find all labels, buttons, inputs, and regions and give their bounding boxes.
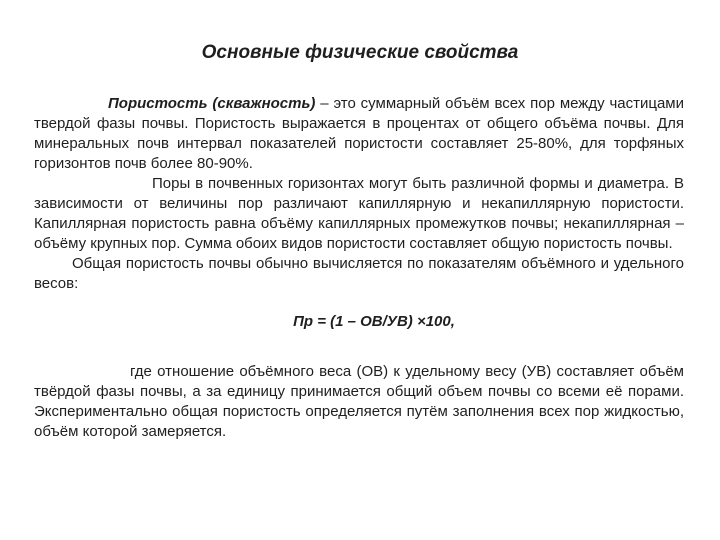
paragraph-porosity-definition [34,94,684,174]
porosity-formula: Пр = (1 – ОВ/УВ) ×100, [293,313,455,330]
slide-body [34,94,684,442]
term-porosity: Пористость (скважность) [108,95,316,112]
porosity-definition-text: – это суммарный объём всех пор между частицами твердой фазы почвы. Пористость выражается в процентах от общего объёма почвы. Для минеральных почв интервал показателей пористости составляет 25-80%, для торфяных горизонтов почв более 80-90%. [34,95,684,172]
paragraph-formula-explanation: где отношение объёмного веса (ОВ) к удельному весу (УВ) составляет объём твёрдой фазы почвы, а за единицу принимается общий объем почвы со всеми её порами. Экспериментально общая пористость определяется путём заполнения всех пор жидкостью, объём которой замеряется. [34,363,684,440]
paragraph-total-porosity: Общая пористость почвы обычно вычисляется по показателям объёмного и удельного весов: [34,255,684,292]
paragraph-pore-types: Поры в почвенных горизонтах могут быть различной формы и диаметра. В зависимости от величины пор различают капиллярную и некапиллярную пористости. Капиллярная пористость равна объёму капиллярных промежутков почвы; некапиллярная – объёму крупных пор. Сумма обоих видов пористости составляет общую пористость почвы. [34,175,684,252]
slide-title: Основные физические свойства [201,42,519,63]
